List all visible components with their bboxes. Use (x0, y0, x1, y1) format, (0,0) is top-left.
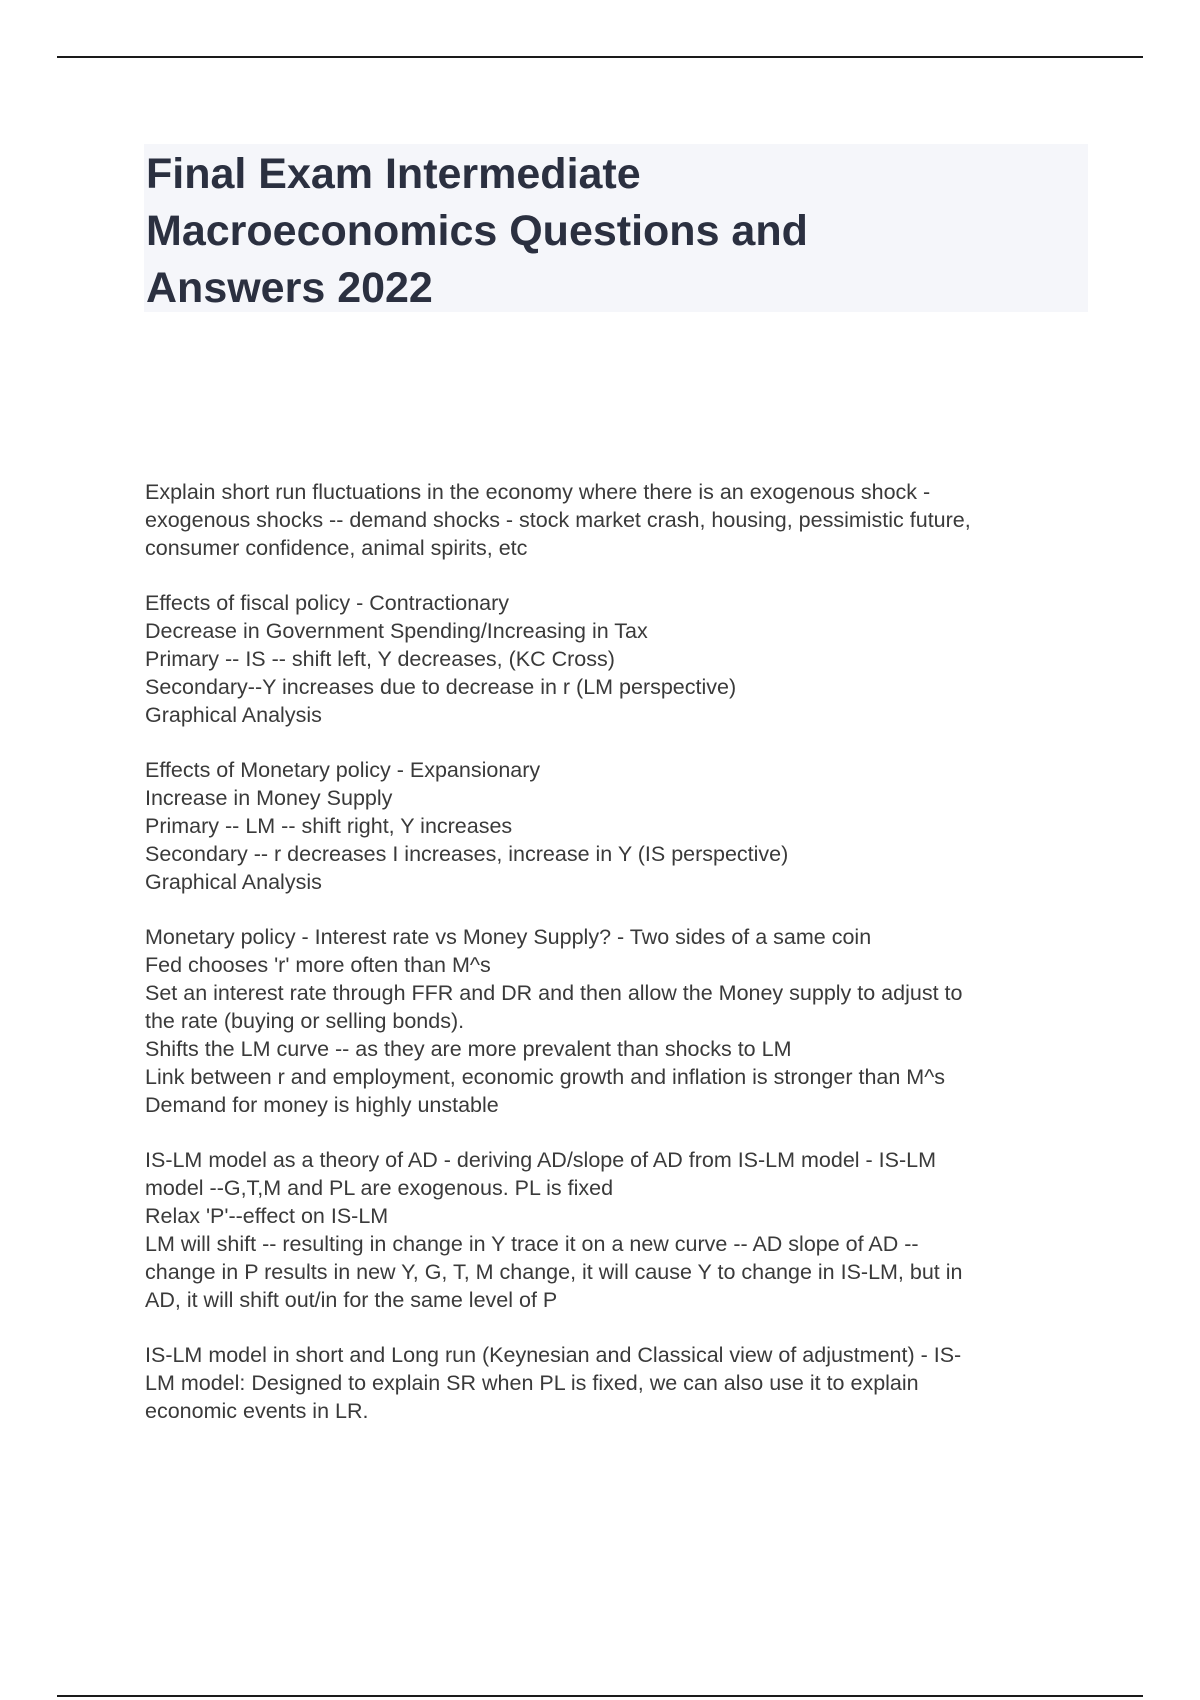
entry-line: change in P results in new Y, G, T, M change, it will cause Y to change in IS-LM, but in (145, 1260, 963, 1284)
qa-entry (145, 756, 1085, 896)
entry-line: Demand for money is highly unstable (145, 1093, 499, 1117)
entry-line: exogenous shocks -- demand shocks - stock market crash, housing, pessimistic future, (145, 508, 971, 532)
qa-entry (145, 478, 1085, 562)
qa-entry (145, 589, 1085, 729)
entry-line: Shifts the LM curve -- as they are more prevalent than shocks to LM (145, 1037, 792, 1061)
entry-line: Graphical Analysis (145, 703, 322, 727)
entry-line: Effects of Monetary policy - Expansionary (145, 758, 541, 782)
entry-line: LM model: Designed to explain SR when PL is fixed, we can also use it to explain (145, 1371, 919, 1395)
entry-line: Decrease in Government Spending/Increasing in Tax (145, 619, 648, 643)
entry-line: model --G,T,M and PL are exogenous. PL is fixed (145, 1176, 614, 1200)
qa-entry (145, 1146, 1085, 1314)
entry-line: economic events in LR. (145, 1399, 369, 1423)
entry-line: IS-LM model as a theory of AD - deriving AD/slope of AD from IS-LM model - IS-LM (145, 1148, 937, 1172)
entry-line: Link between r and employment, economic growth and inflation is stronger than M^s (145, 1065, 946, 1089)
entry-line: Secondary--Y increases due to decrease in r (LM perspective) (145, 675, 737, 699)
title-block (144, 144, 1088, 312)
top-rule (57, 56, 1143, 58)
entry-line: Secondary -- r decreases I increases, increase in Y (IS perspective) (145, 842, 789, 866)
document-title (146, 144, 1088, 317)
entry-line: Effects of fiscal policy - Contractionary (145, 591, 510, 615)
entry-line: IS-LM model in short and Long run (Keynesian and Classical view of adjustment) - IS- (145, 1343, 962, 1367)
entry-line: AD, it will shift out/in for the same level of P (145, 1288, 558, 1312)
qa-entry (145, 923, 1085, 1119)
question-answer-list (145, 478, 1085, 1452)
entry-line: Primary -- IS -- shift left, Y decreases, (KC Cross) (145, 647, 615, 671)
entry-line: Relax 'P'--effect on IS-LM (145, 1204, 389, 1228)
entry-line: the rate (buying or selling bonds). (145, 1009, 465, 1033)
entry-line: Monetary policy - Interest rate vs Money Supply? - Two sides of a same coin (145, 925, 872, 949)
title-line: Final Exam Intermediate (146, 150, 641, 198)
entry-line: consumer confidence, animal spirits, etc (145, 536, 528, 560)
entry-line: Increase in Money Supply (145, 786, 393, 810)
title-line: Answers 2022 (146, 264, 433, 312)
entry-line: Graphical Analysis (145, 870, 322, 894)
entry-line: Fed chooses 'r' more often than M^s (145, 953, 491, 977)
entry-line: Explain short run fluctuations in the economy where there is an exogenous shock - (145, 480, 931, 504)
title-line: Macroeconomics Questions and (146, 207, 808, 255)
qa-entry (145, 1341, 1085, 1425)
entry-line: Set an interest rate through FFR and DR and then allow the Money supply to adjust to (145, 981, 963, 1005)
entry-line: Primary -- LM -- shift right, Y increases (145, 814, 513, 838)
entry-line: LM will shift -- resulting in change in Y trace it on a new curve -- AD slope of AD -- (145, 1232, 919, 1256)
bottom-rule (57, 1695, 1143, 1697)
